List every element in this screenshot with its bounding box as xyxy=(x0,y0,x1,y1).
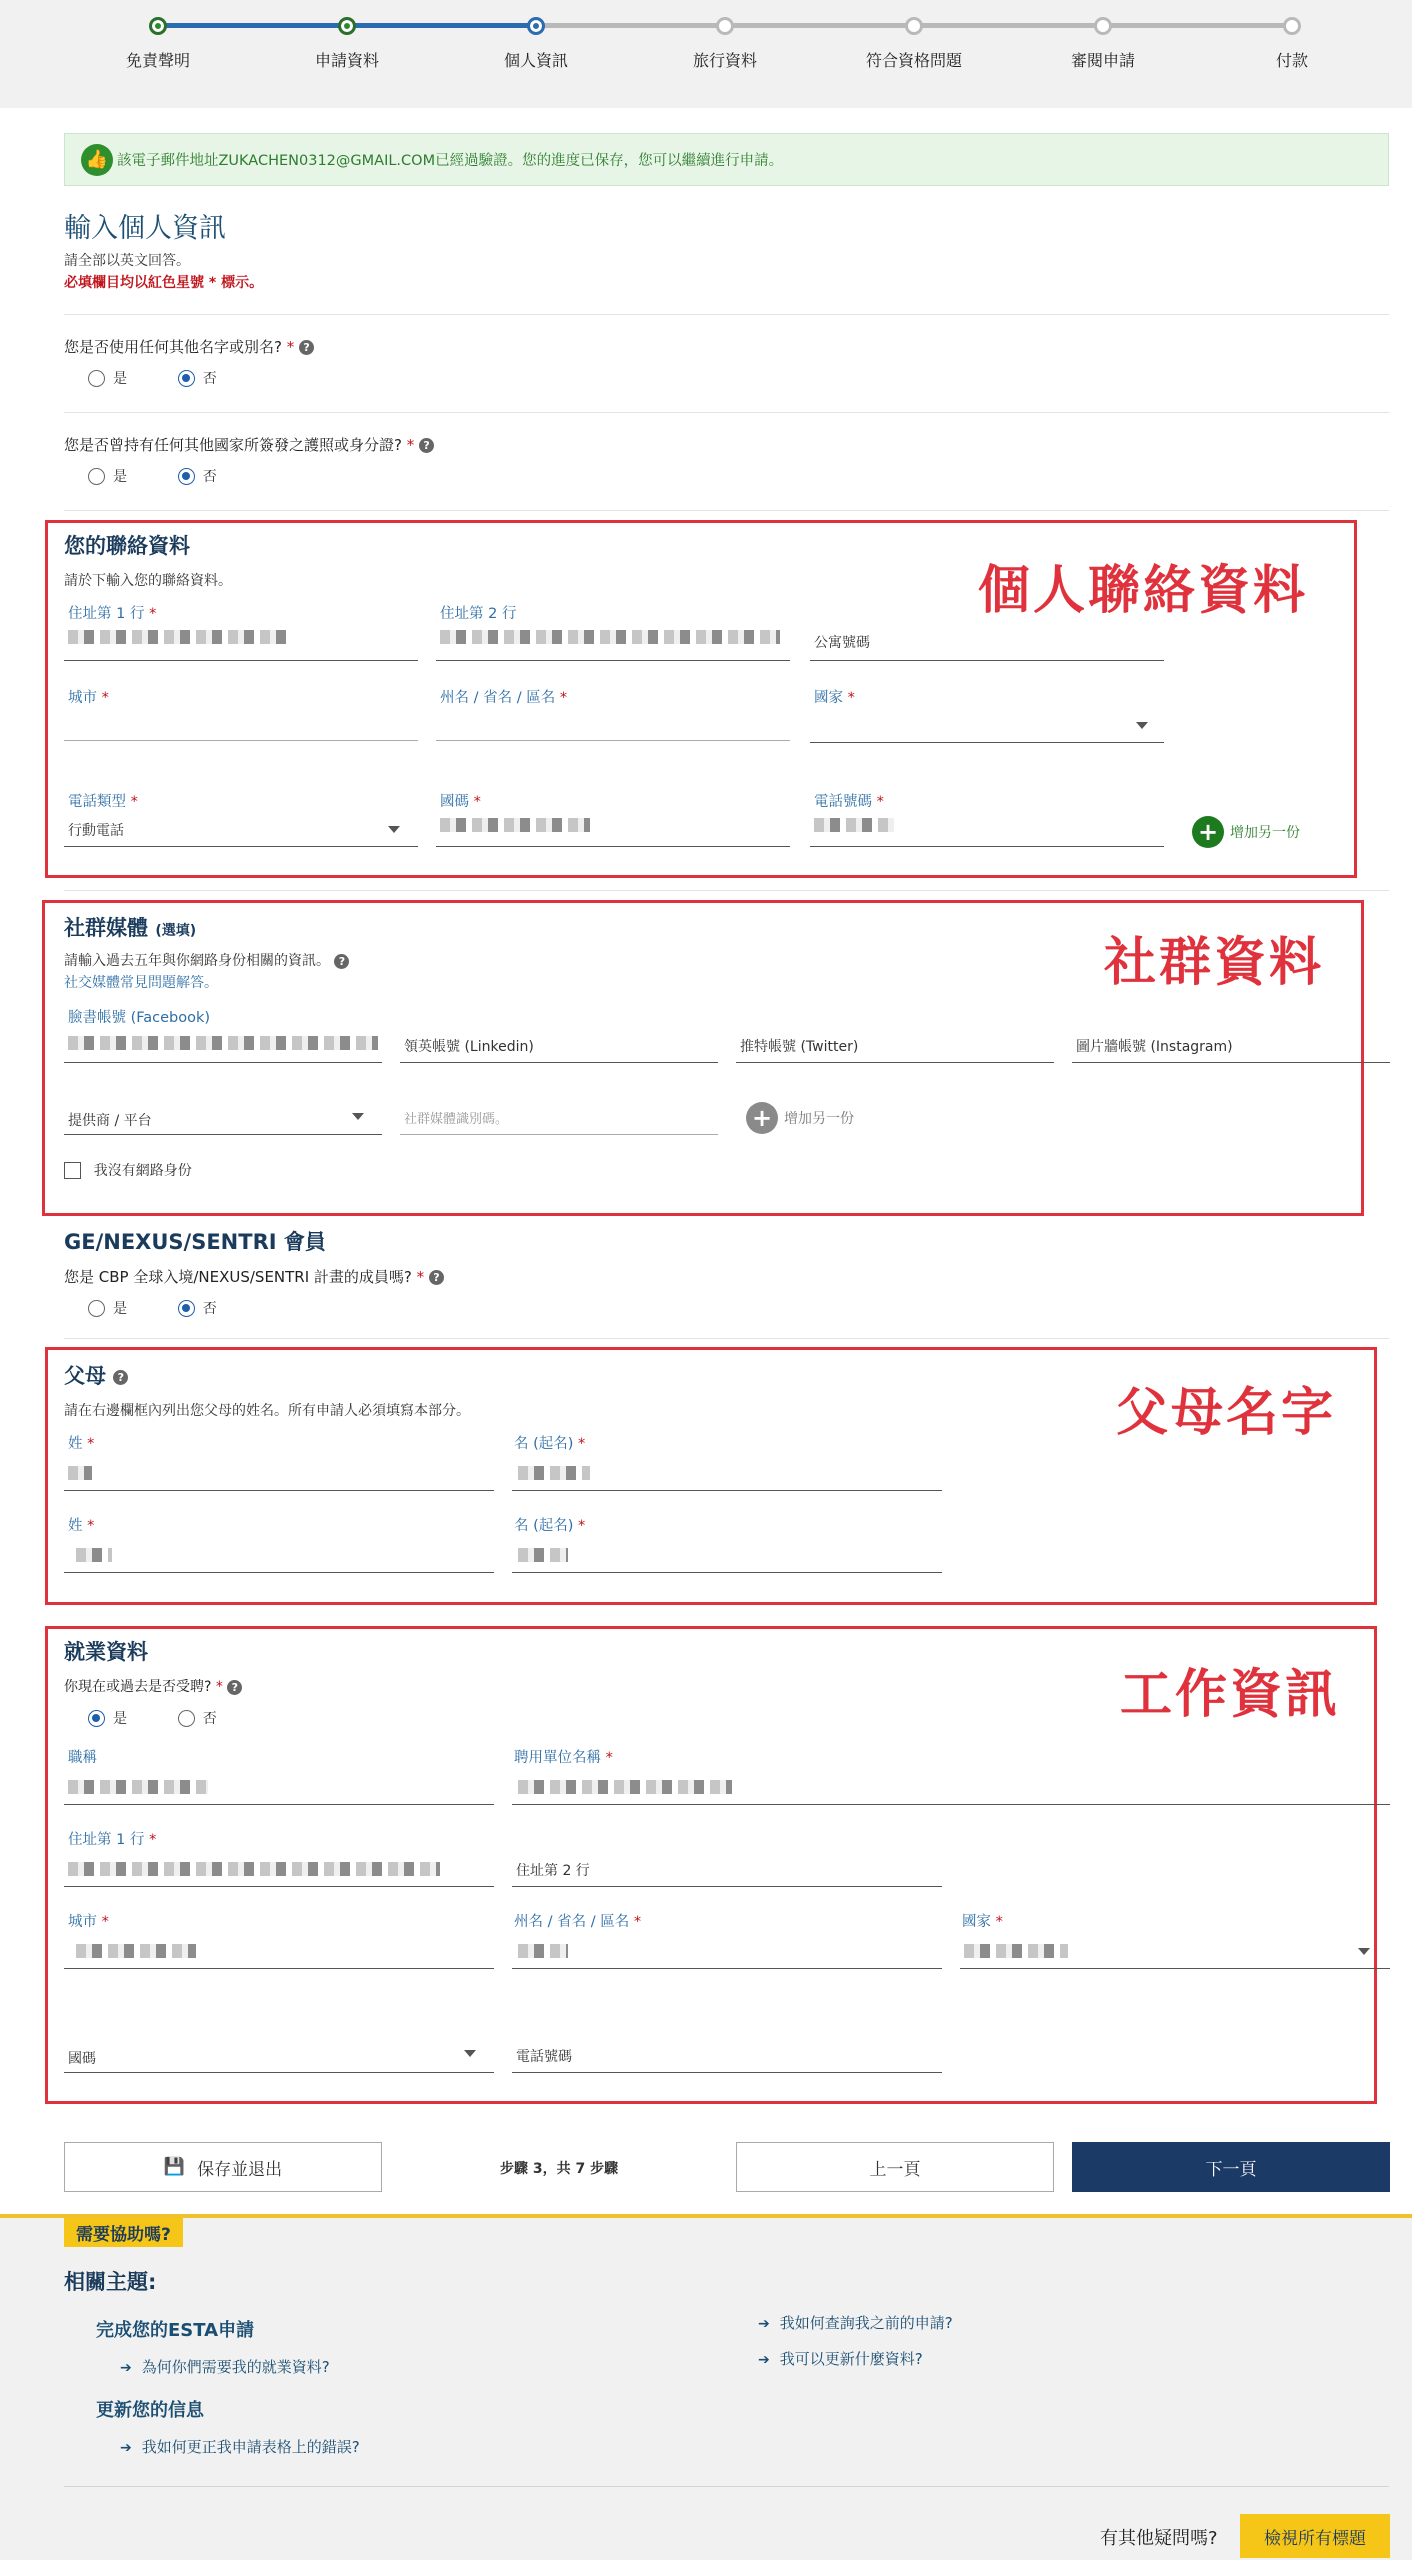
divider xyxy=(64,314,1389,315)
phone-type-value: 行動電話 xyxy=(68,823,124,839)
addr1-value-redacted xyxy=(68,630,288,644)
employment-question-text: 你現在或過去是否受聘? xyxy=(64,1679,212,1695)
city-label xyxy=(68,686,109,707)
mother-surname-label xyxy=(68,1514,94,1535)
radio-no[interactable] xyxy=(178,1710,195,1727)
radio-yes[interactable] xyxy=(88,1710,105,1727)
phone-value-redacted xyxy=(814,818,894,832)
emp-country-redacted xyxy=(964,1944,1068,1958)
mother-surname-label-text: 姓 xyxy=(68,1518,83,1534)
help-icon[interactable]: ? xyxy=(227,1680,242,1695)
plus-icon: + xyxy=(746,1102,778,1134)
step-label-6: 審閱申請 xyxy=(1070,51,1135,70)
required-star: * xyxy=(286,338,295,356)
related-topics-title: 相關主題: xyxy=(64,2270,157,2294)
need-help-tag: 需要協助嗎? xyxy=(64,2218,183,2247)
contact-annotation: 個人聯絡資料 xyxy=(978,561,1309,621)
step-dot-2 xyxy=(338,17,356,35)
emp-country-code-value: 國碼 xyxy=(68,2051,96,2067)
emp-addr2-placeholder: 住址第 2 行 xyxy=(516,1863,590,1879)
linkedin-field[interactable] xyxy=(400,1062,718,1063)
add-social-button[interactable] xyxy=(746,1102,854,1134)
radio-no[interactable] xyxy=(178,1300,195,1317)
save-icon: 💾 xyxy=(163,2157,186,2177)
step-label-4: 旅行資料 xyxy=(692,51,757,70)
link-correct-errors[interactable] xyxy=(120,2436,360,2457)
job-title-label: 職稱 xyxy=(68,1750,97,1766)
emp-country-label xyxy=(962,1910,1003,1931)
emp-phone-placeholder: 電話號碼 xyxy=(516,2049,572,2065)
employer-label-text: 聘用單位名稱 xyxy=(514,1750,601,1766)
step-label-3: 個人資訊 xyxy=(503,51,568,70)
required-star: * xyxy=(149,1832,157,1848)
verified-alert xyxy=(64,133,1389,186)
step-dot-5 xyxy=(905,17,923,35)
plus-icon: + xyxy=(1192,816,1224,848)
step-dot-3 xyxy=(527,17,545,35)
link-update-what[interactable] xyxy=(758,2348,923,2369)
step-label-2: 申請資料 xyxy=(314,51,379,70)
ge-radios xyxy=(88,1298,217,1318)
help-icon[interactable]: ? xyxy=(299,340,314,355)
addr2-label: 住址第 2 行 xyxy=(440,606,517,622)
help-icon[interactable]: ? xyxy=(429,1270,444,1285)
mother-surname-field[interactable] xyxy=(64,1572,494,1573)
addr2-field[interactable] xyxy=(436,660,790,661)
chevron-down-icon xyxy=(352,1113,364,1120)
link-correct-errors-text: 我如何更正我申請表格上的錯誤? xyxy=(141,2438,360,2456)
phone-type-select[interactable] xyxy=(64,846,418,847)
country-code-value-redacted xyxy=(440,818,590,832)
social-desc xyxy=(64,950,349,970)
father-given-field[interactable] xyxy=(512,1490,942,1491)
country-code-label-text: 國碼 xyxy=(440,794,469,810)
link-why-employment[interactable] xyxy=(120,2356,330,2377)
father-surname-label xyxy=(68,1432,94,1453)
addr2-value-redacted xyxy=(440,630,780,644)
link-previous-application-text: 我如何查詢我之前的申請? xyxy=(779,2314,953,2332)
mother-given-label-text: 名 (起名) xyxy=(514,1518,574,1534)
phone-label-text: 電話號碼 xyxy=(814,794,872,810)
father-given-label xyxy=(514,1432,585,1453)
required-star: * xyxy=(578,1518,586,1534)
emp-phone-field[interactable] xyxy=(512,2072,942,2073)
emp-addr1-redacted xyxy=(68,1862,440,1876)
required-star: * xyxy=(215,1679,223,1695)
facebook-label: 臉書帳號 (Facebook) xyxy=(68,1010,211,1026)
topic-complete-esta[interactable]: 完成您的ESTA申請 xyxy=(96,2320,255,2341)
arrow-right-icon: ➔ xyxy=(758,2316,770,2332)
radio-yes[interactable] xyxy=(88,468,105,485)
father-given-redacted xyxy=(518,1466,590,1480)
social-title-text: 社群媒體 xyxy=(64,916,148,940)
social-desc-text: 請輸入過去五年與你網路身份相關的資訊。 xyxy=(64,953,330,969)
required-star: * xyxy=(416,1268,425,1286)
radio-yes-label: 是 xyxy=(113,1301,127,1317)
add-phone-button[interactable] xyxy=(1192,816,1300,848)
radio-yes-label: 是 xyxy=(113,469,127,485)
father-surname-label-text: 姓 xyxy=(68,1436,83,1452)
social-annotation: 社群資料 xyxy=(1104,933,1325,993)
divider xyxy=(64,1338,1389,1339)
step-indicator: 步驟 3，共 7 步驟 xyxy=(500,2161,619,2177)
emp-country-code-select[interactable] xyxy=(64,2072,494,2073)
country-select[interactable] xyxy=(810,742,1164,743)
job-title-field[interactable] xyxy=(64,1804,494,1805)
employment-question xyxy=(64,1676,242,1696)
employer-redacted xyxy=(518,1780,732,1794)
required-star: * xyxy=(578,1436,586,1452)
emp-country-select[interactable] xyxy=(960,1968,1390,1969)
social-identifier-field[interactable] xyxy=(400,1134,718,1135)
view-all-topics-button[interactable]: 檢視所有標題 xyxy=(1240,2514,1390,2558)
phone-label xyxy=(814,790,884,811)
radio-no[interactable] xyxy=(178,370,195,387)
link-update-what-text: 我可以更新什麼資料? xyxy=(779,2350,923,2368)
required-star: * xyxy=(130,794,138,810)
state-label xyxy=(440,686,567,707)
provider-select-value: 提供商 / 平台 xyxy=(68,1113,152,1129)
radio-no[interactable] xyxy=(178,468,195,485)
radio-yes-label: 是 xyxy=(113,1711,127,1727)
mother-surname-redacted xyxy=(76,1548,112,1562)
phone-field[interactable] xyxy=(810,846,1164,847)
emp-country-label-text: 國家 xyxy=(962,1914,991,1930)
city-field[interactable] xyxy=(64,740,418,741)
linkedin-field-placeholder: 領英帳號 (Linkedin) xyxy=(404,1039,534,1055)
required-star: * xyxy=(559,690,568,706)
addr1-field[interactable] xyxy=(64,660,418,661)
step-dot-1 xyxy=(149,17,167,35)
country-code-label xyxy=(440,790,481,811)
mother-given-label xyxy=(514,1514,585,1535)
emp-addr2-field[interactable] xyxy=(512,1886,942,1887)
radio-yes-label: 是 xyxy=(113,371,127,387)
parents-title-text: 父母 xyxy=(64,1364,106,1388)
page-subtitle: 請全部以英文回答。 xyxy=(64,253,190,269)
radio-no-label: 否 xyxy=(202,469,217,485)
optional-tag: (選填) xyxy=(155,923,197,939)
divider xyxy=(64,2486,1389,2487)
thumbs-up-icon: 👍 xyxy=(81,144,113,176)
save-exit-label: 保存並退出 xyxy=(197,2159,283,2180)
required-star: * xyxy=(87,1518,95,1534)
city-label-text: 城市 xyxy=(68,690,97,706)
link-previous-application[interactable] xyxy=(758,2312,953,2333)
employment-title: 就業資料 xyxy=(64,1640,148,1664)
help-icon[interactable]: ? xyxy=(113,1370,128,1385)
father-surname-field[interactable] xyxy=(64,1490,494,1491)
emp-state-label-text: 州名 / 省名 / 區名 xyxy=(514,1914,630,1930)
ge-question xyxy=(64,1266,444,1287)
emp-state-redacted xyxy=(518,1944,568,1958)
ge-title: GE/NEXUS/SENTRI 會員 xyxy=(64,1230,326,1254)
no-online-checkbox[interactable] xyxy=(64,1162,81,1179)
emp-addr1-label-text: 住址第 1 行 xyxy=(68,1832,145,1848)
required-star: * xyxy=(101,1914,109,1930)
state-field[interactable] xyxy=(436,740,790,741)
arrow-right-icon: ➔ xyxy=(120,2360,132,2376)
required-star: * xyxy=(149,606,157,622)
chevron-down-icon xyxy=(388,826,400,833)
employer-field[interactable] xyxy=(512,1804,1390,1805)
divider xyxy=(64,510,1389,511)
step-dot-6 xyxy=(1094,17,1112,35)
father-surname-redacted xyxy=(68,1466,92,1480)
other-questions-text: 有其他疑問嗎? xyxy=(1100,2528,1218,2549)
radio-yes[interactable] xyxy=(88,1300,105,1317)
link-why-employment-text: 為何你們需要我的就業資料? xyxy=(141,2358,330,2376)
contact-subtitle: 請於下輸入您的聯絡資料。 xyxy=(64,573,232,589)
other-names-radios xyxy=(88,368,217,388)
radio-no-label: 否 xyxy=(202,371,217,387)
parents-annotation: 父母名字 xyxy=(1116,1383,1337,1443)
mother-given-redacted xyxy=(518,1548,568,1562)
required-star: * xyxy=(605,1750,613,1766)
instagram-field-placeholder: 圖片牆帳號 (Instagram) xyxy=(1076,1039,1233,1055)
save-exit-button[interactable] xyxy=(64,2142,382,2192)
step-dot-7 xyxy=(1283,17,1301,35)
chevron-down-icon xyxy=(464,2050,476,2057)
addr1-label-text: 住址第 1 行 xyxy=(68,606,145,622)
facebook-field[interactable] xyxy=(64,1062,382,1063)
required-star: * xyxy=(87,1436,95,1452)
state-label-text: 州名 / 省名 / 區名 xyxy=(440,690,556,706)
addr1-label xyxy=(68,602,156,623)
emp-city-redacted xyxy=(76,1944,196,1958)
arrow-right-icon: ➔ xyxy=(120,2440,132,2456)
instagram-field[interactable] xyxy=(1072,1062,1390,1063)
social-title xyxy=(64,912,196,942)
emp-state-label xyxy=(514,1910,641,1931)
required-star: * xyxy=(101,690,109,706)
step-label-1: 免責聲明 xyxy=(125,51,190,70)
job-title-redacted xyxy=(68,1780,208,1794)
chevron-down-icon xyxy=(1358,1948,1370,1955)
radio-no-label: 否 xyxy=(202,1711,217,1727)
progress-steps xyxy=(0,0,1412,108)
other-passport-radios xyxy=(88,466,217,486)
other-names-label: 您是否使用任何其他名字或別名? xyxy=(64,338,282,356)
next-button[interactable]: 下一頁 xyxy=(1072,2142,1390,2192)
country-label xyxy=(814,686,855,707)
employment-annotation: 工作資訊 xyxy=(1120,1665,1341,1725)
required-star: * xyxy=(633,1914,642,1930)
add-social-label: 增加另一份 xyxy=(784,1111,854,1127)
country-label-text: 國家 xyxy=(814,690,843,706)
required-note: 必填欄目均以紅色星號 * 標示。 xyxy=(64,275,264,291)
add-phone-label: 增加另一份 xyxy=(1230,825,1300,841)
radio-no-label: 否 xyxy=(202,1301,217,1317)
divider xyxy=(64,890,1389,891)
twitter-field[interactable] xyxy=(736,1062,1054,1063)
emp-addr1-label xyxy=(68,1828,156,1849)
page-title: 輸入個人資訊 xyxy=(64,213,226,244)
parents-title xyxy=(64,1360,128,1390)
social-faq-link[interactable]: 社交媒體常見問題解答。 xyxy=(64,975,218,991)
prev-button[interactable]: 上一頁 xyxy=(736,2142,1054,2192)
topic-update-info[interactable]: 更新您的信息 xyxy=(96,2400,204,2421)
step-label-7: 付款 xyxy=(1275,51,1308,70)
radio-yes[interactable] xyxy=(88,370,105,387)
required-star: * xyxy=(406,436,415,454)
step-dot-4 xyxy=(716,17,734,35)
other-passport-question xyxy=(64,434,434,455)
apt-field-placeholder: 公寓號碼 xyxy=(814,635,870,651)
emp-state-field[interactable] xyxy=(512,1968,942,1969)
alert-text: 該電子郵件地址ZUKACHEN0312@GMAIL.COM已經過驗證。您的進度已保存，您可以繼續進行申請。 xyxy=(117,153,784,169)
facebook-value-redacted xyxy=(68,1036,378,1050)
arrow-right-icon: ➔ xyxy=(758,2352,770,2368)
contact-title: 您的聯絡資料 xyxy=(64,534,190,558)
required-star: * xyxy=(995,1914,1003,1930)
employer-label xyxy=(514,1746,613,1767)
no-online-label: 我沒有網路身份 xyxy=(93,1163,192,1179)
emp-city-field[interactable] xyxy=(64,1968,494,1969)
mother-given-field[interactable] xyxy=(512,1572,942,1573)
divider xyxy=(64,412,1389,413)
apt-field[interactable] xyxy=(810,660,1164,661)
phone-type-label-text: 電話類型 xyxy=(68,794,126,810)
emp-city-label-text: 城市 xyxy=(68,1914,97,1930)
emp-city-label xyxy=(68,1910,109,1931)
step-label-5: 符合資格問題 xyxy=(865,51,962,70)
no-online-checkbox-row xyxy=(64,1160,192,1180)
other-passport-label: 您是否曾持有任何其他國家所簽發之護照或身分證? xyxy=(64,436,402,454)
required-star: * xyxy=(847,690,855,706)
help-footer xyxy=(0,2214,1412,2560)
parents-desc: 請在右邊欄框內列出您父母的姓名。所有申請人必須填寫本部分。 xyxy=(64,1403,470,1419)
help-icon[interactable]: ? xyxy=(334,954,349,969)
phone-type-label xyxy=(68,790,138,811)
provider-select[interactable] xyxy=(64,1134,382,1135)
help-icon[interactable]: ? xyxy=(419,438,434,453)
required-star: * xyxy=(473,794,481,810)
social-identifier-placeholder: 社群媒體識別碼。 xyxy=(404,1112,509,1127)
twitter-field-placeholder: 推特帳號 (Twitter) xyxy=(740,1039,859,1055)
other-names-question xyxy=(64,336,314,357)
father-given-label-text: 名 (起名) xyxy=(514,1436,574,1452)
required-star: * xyxy=(876,794,884,810)
emp-addr1-field[interactable] xyxy=(64,1886,494,1887)
employment-radios xyxy=(88,1708,217,1728)
country-code-field[interactable] xyxy=(436,846,790,847)
ge-question-text: 您是 CBP 全球入境/NEXUS/SENTRI 計畫的成員嗎? xyxy=(64,1268,412,1286)
chevron-down-icon xyxy=(1136,722,1148,729)
